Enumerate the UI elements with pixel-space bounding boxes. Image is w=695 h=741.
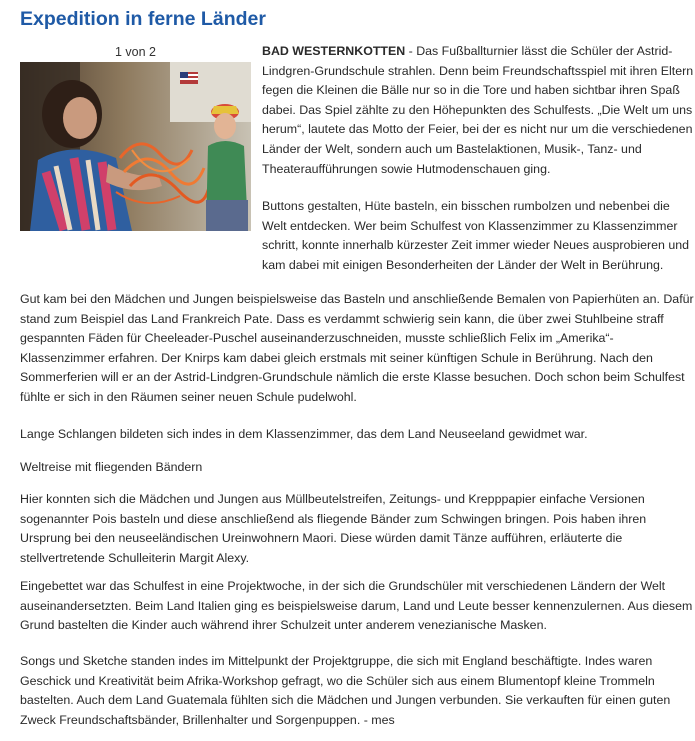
dateline: BAD WESTERNKOTTEN bbox=[262, 44, 406, 58]
article-paragraph-2: Buttons gestalten, Hüte basteln, ein bisschen rumbolzen und nebenbei die Welt entdecken. Wer beim Schulfest von Klassenzimmer zu Klassenzimmer schritt, konnte innerhalb kürzester Zeit immer wieder Neues ausprobieren und kam dabei mit einigen Besonderheiten der Länder der Welt in Berührung. bbox=[262, 199, 689, 272]
article-headline: Expedition in ferne Länder bbox=[20, 8, 266, 30]
article-paragraph-5: Hier konnten sich die Mädchen und Jungen aus Müllbeutelstreifen, Zeitungs- und Krepppapier einfache Versionen sogenannter Pois basteln und diese anschließend als fliegende Bänder zum Schwingen bringen. Pois haben ihren Ursprung bei den neuseeländischen Ureinwohnern Maori. Diese würden damit Tänze aufführen, erläuterte die stellvertretende Schulleiterin Margit Alexy. bbox=[20, 492, 647, 565]
paragraph-1-text: - Das Fußballturnier lässt die Schüler der Astrid-Lindgren-Grundschule strahlen. Denn beim Freundschaftsspiel mit ihren Eltern fegen die Kleinen die Bälle nur so in die Tore und haben sichtbar ihren Spaß dabei. Das Spiel zählte zu den Höhepunkten des Schulfests. „Die Welt um uns herum“, lautete das Motto der Feier, bei der es nicht nur um die verschiedenen Länder der Welt, sondern auch um Bastelaktionen, Musik-, Tanz- und Theateraufführungen sowie Hutmodenschauen ging. bbox=[262, 44, 694, 176]
article-paragraph-6: Eingebettet war das Schulfest in eine Projektwoche, in der sich die Grundschüler mit verschiedenen Ländern der Welt auseinandersetzten. Beim Land Italien ging es beispielsweise darum, Land und Leute besser kennenzulernen. Aus diesem Grund bastelten die Kinder auch während ihrer Schulzeit unter anderem venezianische Masken. bbox=[20, 579, 693, 633]
article-paragraph-4: Lange Schlangen bildeten sich indes in dem Klassenzimmer, das dem Land Neuseeland gewidmet war. bbox=[20, 427, 588, 441]
gallery-counter: 1 von 2 bbox=[114, 45, 156, 59]
article-photo[interactable] bbox=[20, 62, 251, 231]
article-paragraph-3: Gut kam bei den Mädchen und Jungen beispielsweise das Basteln und anschließende Bemalen von Papierhüten an. Dafür stand zum Beispiel das Land Frankreich Pate. Dass es verdammt schwierig sein kann, die über zwei Stuhlbeine straff gespannten Fäden für Cheeleader-Puschel auseinanderzuschneiden, musste schließlich Felix im „Amerika“-Klassenzimmer erfahren. Der Knirps kam dabei gleich erstmals mit seiner künftigen Schule in Berührung. Nach den Sommerferien will er an der Astrid-Lindgren-Grundschule nämlich die erste Klasse besuchen. Doch schon beim Schulfest fühlte er sich in den Räumen seiner neuen Schule pudelwohl. bbox=[20, 292, 694, 404]
article-paragraph-7: Songs und Sketche standen indes im Mittelpunkt der Projektgruppe, die sich mit England beschäftigte. Indes waren Geschick und Kreativität beim Afrika-Workshop gefragt, wo die Schüler sich aus einem Blumentopf kleine Trommeln bastelten. Auch dem Land Guatemala fühlten sich die Mädchen und Jungen verbunden. Sie verkauften für einen guten Zweck Freundschaftsbänder, Brillenhalter und Sorgenpuppen. - mes bbox=[20, 654, 671, 727]
article-paragraph-1 bbox=[262, 42, 694, 179]
photo-gallery[interactable] bbox=[20, 44, 251, 231]
article-subheading: Weltreise mit fliegenden Bändern bbox=[20, 460, 203, 474]
